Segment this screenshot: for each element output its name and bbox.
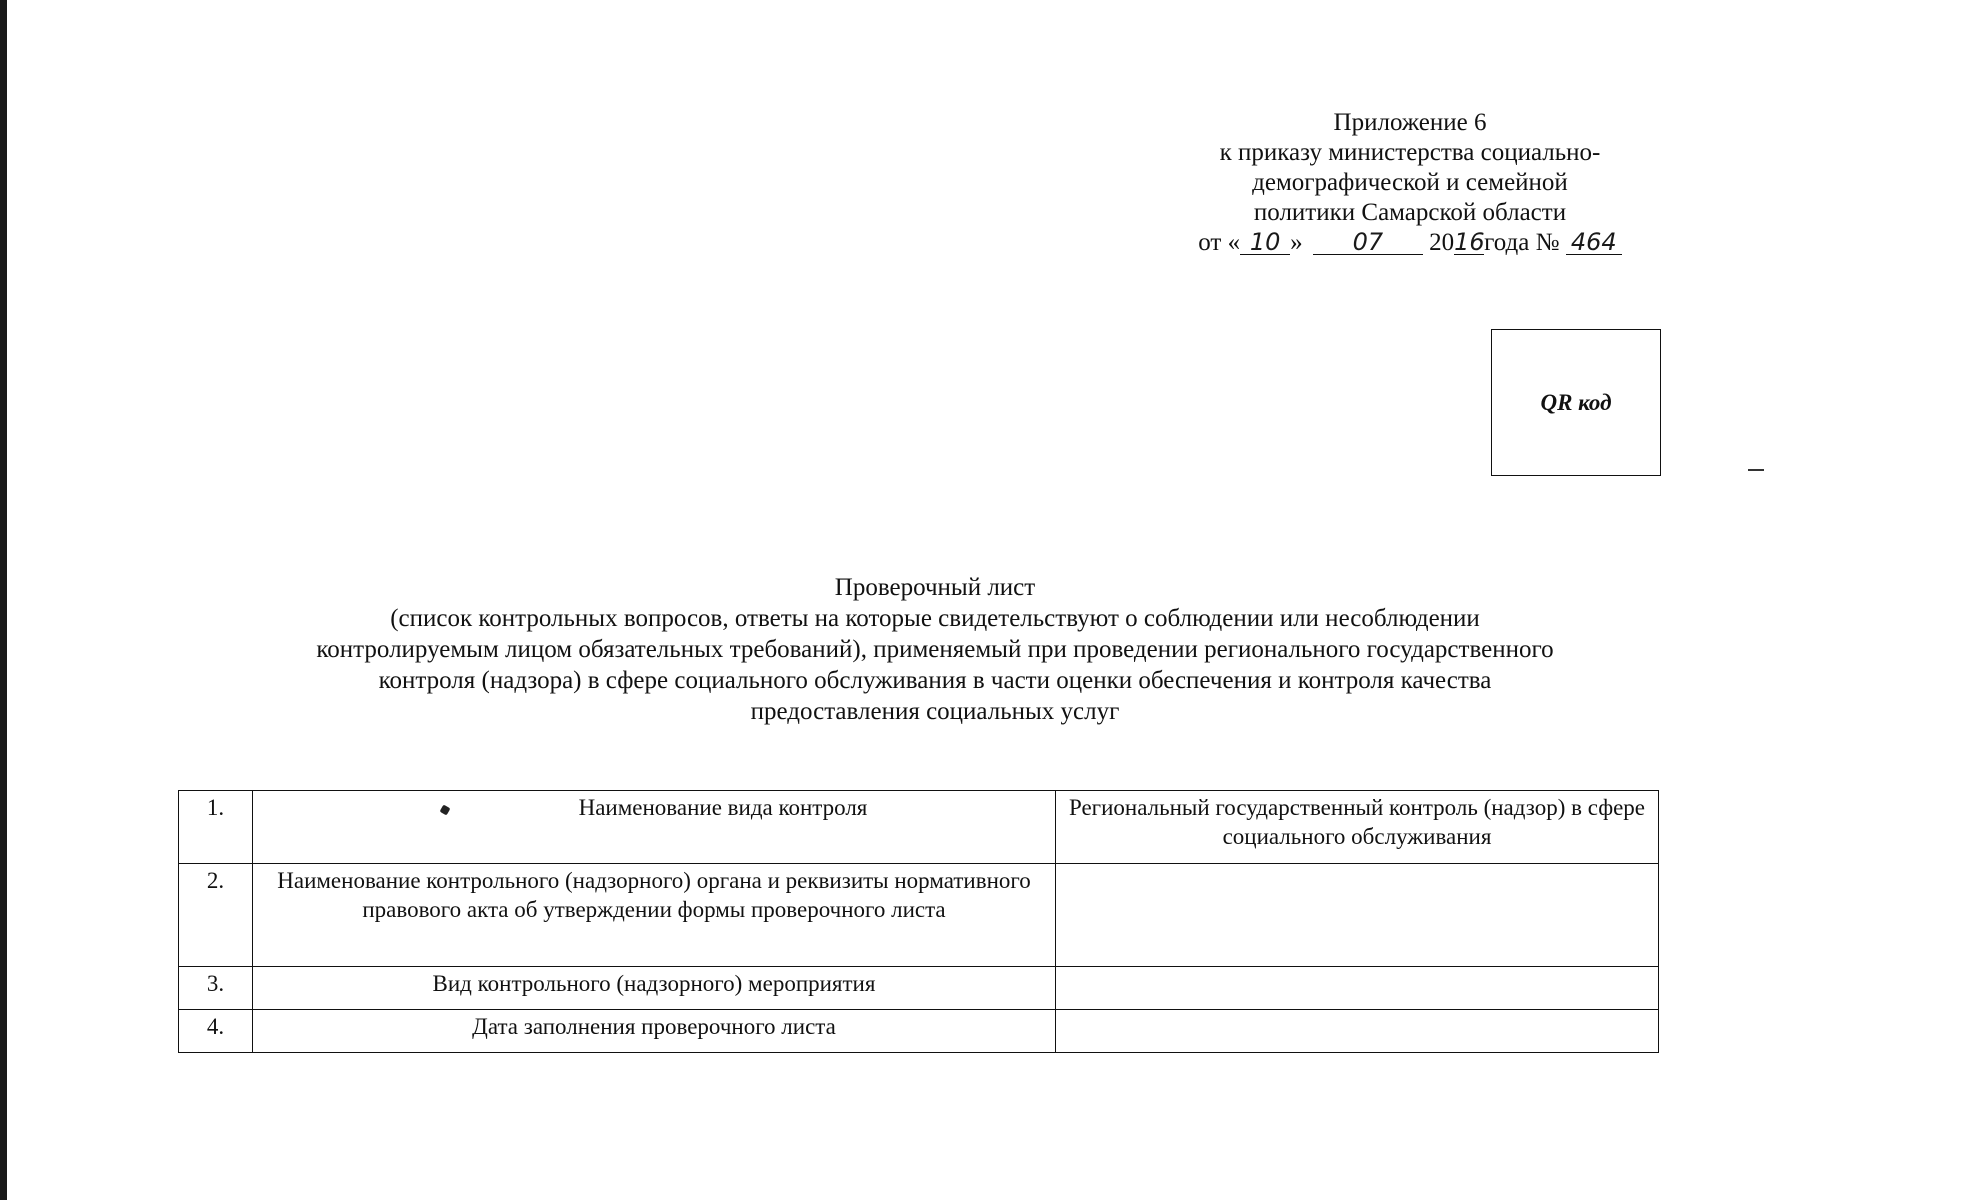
row-number: 1. xyxy=(179,791,253,864)
row-label-cell xyxy=(253,791,1056,864)
appendix-line-4: политики Самарской области xyxy=(1253,199,1567,226)
title-line-4: контроля (надзора) в сфере социального обслуживания в части оценки обеспечения и контроля качества xyxy=(378,667,1492,694)
qr-code-label: QR код xyxy=(1540,389,1612,415)
row-number: 3. xyxy=(179,967,253,1010)
row-label: Наименование контрольного (надзорного) органа и реквизиты нормативного правового акта об утверждении формы проверочного листа xyxy=(253,864,1056,967)
table-row xyxy=(179,967,1659,1010)
row-value xyxy=(1056,967,1659,1010)
date-year-prefix: 20 xyxy=(1429,229,1455,256)
title-heading: Проверочный лист xyxy=(834,574,1036,601)
table-row xyxy=(179,864,1659,967)
appendix-line-3: демографической и семейной xyxy=(1252,169,1568,196)
row-label: Наименование вида контроля xyxy=(578,795,868,820)
checklist-info-table xyxy=(178,790,1659,1053)
title-line-5: предоставления социальных услуг xyxy=(750,698,1120,725)
row-value xyxy=(1056,864,1659,967)
scan-mark xyxy=(1748,469,1764,471)
table-row xyxy=(179,791,1659,864)
scan-edge xyxy=(0,0,7,1200)
order-date-line xyxy=(1140,228,1680,258)
date-prefix: от « xyxy=(1198,229,1241,256)
title-line-2: (список контрольных вопросов, ответы на которые свидетельствуют о соблюдении или несоблюдении xyxy=(390,605,1480,632)
row-label: Вид контрольного (надзорного) мероприятия xyxy=(253,967,1056,1010)
document-title xyxy=(160,572,1710,727)
row-label: Дата заполнения проверочного листа xyxy=(253,1010,1056,1053)
row-value: Региональный государственный контроль (надзор) в сфере социального обслуживания xyxy=(1056,791,1659,864)
date-year: 16 xyxy=(1454,228,1485,256)
row-number: 2. xyxy=(179,864,253,967)
table-row xyxy=(179,1010,1659,1053)
title-line-3: контролируемым лицом обязательных требований), применяемый при проведении регионального государственного xyxy=(316,636,1554,663)
row-number: 4. xyxy=(179,1010,253,1053)
order-number: 464 xyxy=(1566,230,1622,255)
appendix-header xyxy=(1140,108,1680,258)
ink-speck xyxy=(439,804,450,815)
appendix-title: Приложение 6 xyxy=(1333,109,1487,136)
date-mid: » xyxy=(1290,229,1303,256)
date-month: 07 xyxy=(1313,230,1423,255)
row-value xyxy=(1056,1010,1659,1053)
appendix-line-2: к приказу министерства социально- xyxy=(1219,139,1601,166)
date-day: 10 xyxy=(1240,230,1290,255)
qr-code-placeholder xyxy=(1491,329,1661,476)
date-suffix: года № xyxy=(1484,229,1560,256)
